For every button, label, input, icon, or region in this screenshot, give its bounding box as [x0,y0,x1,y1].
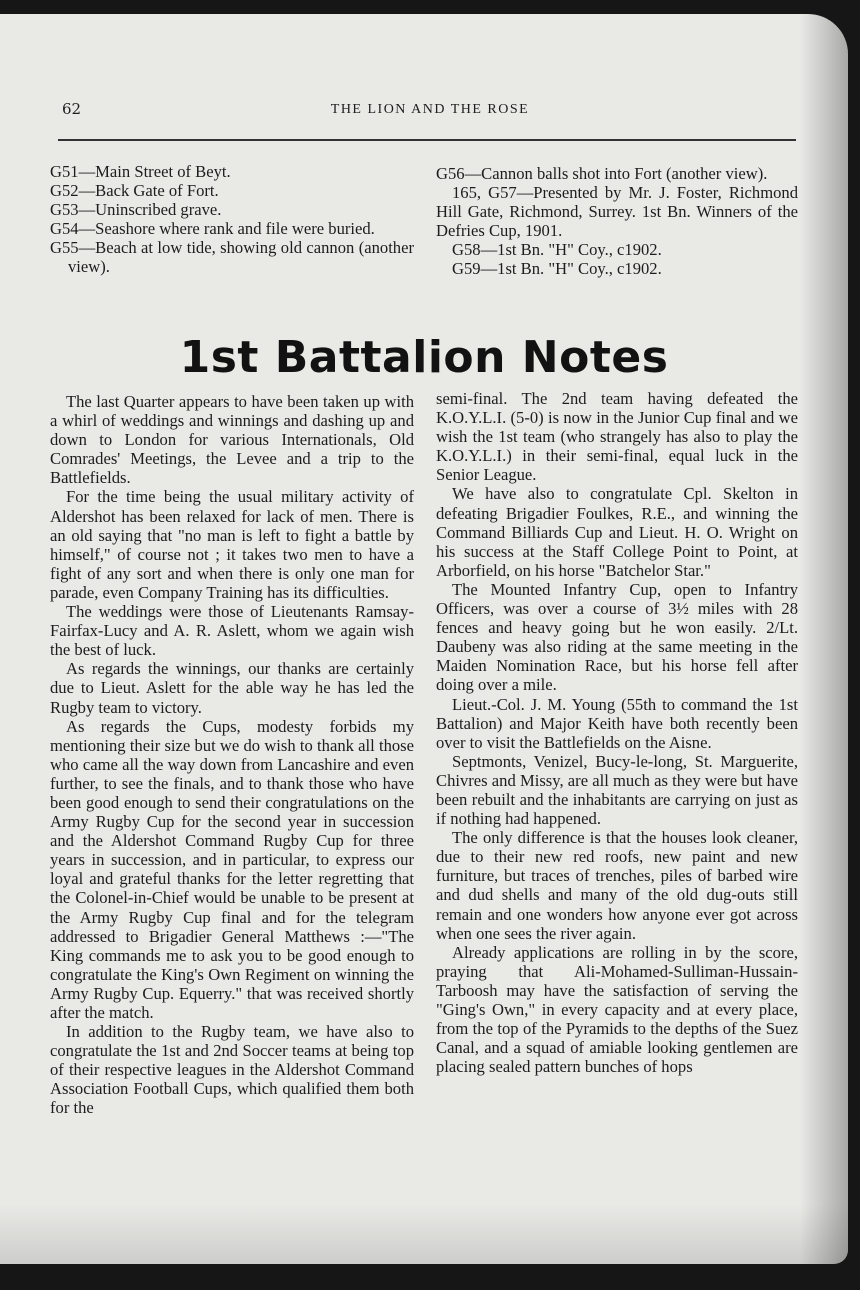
paragraph: Lieut.-Col. J. M. Young (55th to command the 1st Battalion) and Major Keith have both recently been over to visit the Battlefields on the Aisne. [436,694,798,752]
paragraph: Septmonts, Venizel, Bucy-le-long, St. Marguerite, Chivres and Missy, are all much as they were but have been rebuilt and the inhabitants are carrying on just as if nothing had happened. [436,751,798,829]
article-column-left [50,392,414,1118]
photo-captions-right [436,164,798,279]
spine-shadow [800,14,848,1264]
caption-g54: G54—Seashore where rank and file were buried. [50,219,375,239]
caption-g59: G59—1st Bn. "H" Coy., c1902. [452,259,662,279]
caption-g58: G58—1st Bn. "H" Coy., c1902. [452,240,662,260]
caption-g57: 165, G57—Presented by Mr. J. Foster, Richmond Hill Gate, Richmond, Surrey. 1st Bn. Winners of the Defries Cup, 1901. [436,183,798,241]
paragraph: The only difference is that the houses look cleaner, due to their new red roofs, new paint and new furniture, but traces of trenches, piles of barbed wire and dud shells and many of the old dug-outs still remain and one wonders how anyone ever got across when one sees the river again. [436,828,798,943]
page-header [60,100,800,120]
paragraph: For the time being the usual military activity of Aldershot has been relaxed for lack of men. There is an old saying that "no man is left to fight a battle by himself," of course not ; it takes two men to have a fight of any sort and when there is only one man for parade, even Company Training has its difficulties. [50,487,414,602]
caption-g51: G51—Main Street of Beyt. [50,162,231,181]
page-number: 62 [62,100,82,118]
book-page [0,14,848,1264]
caption-g56: G56—Cannon balls shot into Fort (another view). [436,164,768,183]
header-rule [58,139,796,141]
paragraph: The weddings were those of Lieutenants Ramsay-Fairfax-Lucy and A. R. Aslett, whom we again wish the best of luck. [50,602,414,660]
paragraph: In addition to the Rugby team, we have also to congratulate the 1st and 2nd Soccer teams at being top of their respective leagues in the Aldershot Command Association Football Cups, which qualified them both for the [50,1022,414,1118]
page-bottom-shadow [0,1204,848,1264]
paragraph: semi-final. The 2nd team having defeated the K.O.Y.L.I. (5-0) is now in the Junior Cup final and we wish the 1st team (who strangely has also to play the K.O.Y.L.I.) in their semi-final, equal luck in the Senior League. [436,389,798,485]
caption-g53: G53—Uninscribed grave. [50,200,222,220]
photo-captions-left [50,162,414,277]
paragraph: We have also to congratulate Cpl. Skelton in defeating Brigadier Foulkes, R.E., and winning the Command Billiards Cup and Lieut. H. O. Wright on his success at the Staff College Point to Point, at Arborfield, on his horse "Batchelor Star." [436,484,798,580]
paragraph: As regards the Cups, modesty forbids my mentioning their size but we do wish to thank all those who came all the way down from Lancashire and even further, to see the finals, and to thank those who have been good enough to send their congratulations on the Army Rugby Cup for the second year in succession and the Aldershot Command Rugby Cup for three years in succession, and in particular, to express our loyal and grateful thanks for the letter regretting that the Colonel-in-Chief would be unable to be present at the Army Rugby Cup final and for the telegram addressed to Brigadier General Matthews :—"The King commands me to ask you to be good enough to congratulate the King's Own Regiment on winning the Army Rugby Cup. Equerry." that was received shortly after the match. [50,716,414,1022]
caption-g52: G52—Back Gate of Fort. [50,181,219,201]
paragraph: The last Quarter appears to have been taken up with a whirl of weddings and winnings and dashing up and down to London for various Internationals, Old Comrades' Meetings, the Levee and a trip to the Battlefields. [50,392,414,488]
paragraph: The Mounted Infantry Cup, open to Infantry Officers, was over a course of 3½ miles with 28 fences and heavy going but he won easily. 2/Lt. Daubeny was also riding at the same meeting in the Maiden Nomination Race, but his horse fell after doing over a mile. [436,579,798,695]
paragraph: Already applications are rolling in by the score, praying that Ali-Mohamed-Sulliman-Hussain-Tarboosh may have the satisfaction of serving the "Ging's Own," in every capacity and at every place, from the top of the Pyramids to the depths of the Suez Canal, and a squad of amiable looking gentlemen are placing sealed pattern bunches of hops [436,942,798,1077]
article-column-right [436,389,798,1076]
paragraph: As regards the winnings, our thanks are certainly due to Lieut. Aslett for the able way he has led the Rugby team to victory. [50,659,414,717]
caption-g55: G55—Beach at low tide, showing old cannon (another view). [50,238,414,277]
running-title: THE LION AND THE ROSE [330,102,530,117]
article-title: 1st Battalion Notes [179,332,669,383]
